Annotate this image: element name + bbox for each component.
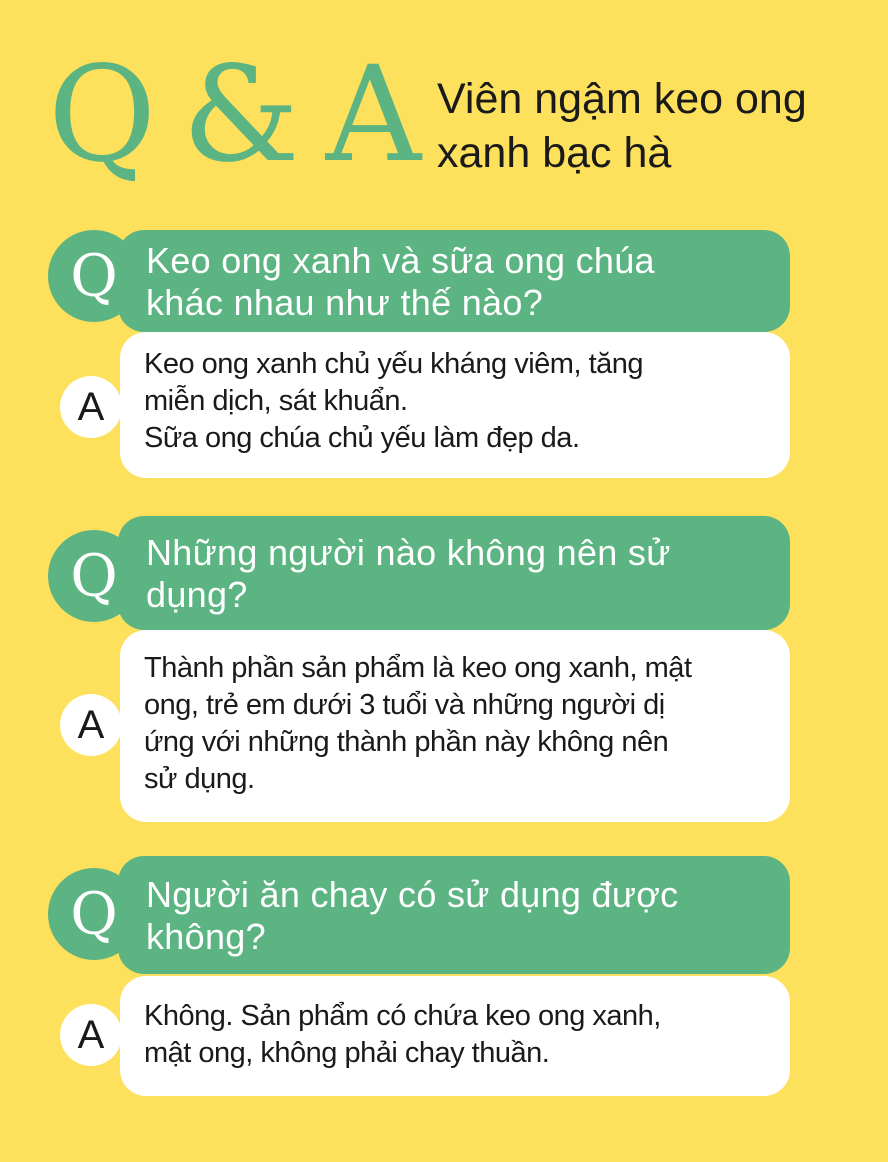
page-title bbox=[437, 72, 857, 180]
answer-text-2 bbox=[144, 650, 776, 798]
question-1-line-1: Keo ong xanh và sữa ong chúa bbox=[146, 240, 655, 281]
answer-badge-2: A bbox=[60, 694, 122, 756]
question-2-line-1: Những người nào không nên sử bbox=[146, 532, 671, 573]
answer-box-2 bbox=[120, 630, 790, 822]
answer-badge-1: A bbox=[60, 376, 122, 438]
question-3-line-2: không? bbox=[146, 916, 266, 957]
answer-2-line-4: sử dụng. bbox=[144, 763, 255, 795]
question-3-line-1: Người ăn chay có sử dụng được bbox=[146, 874, 679, 915]
answer-3-line-1: Không. Sản phẩm có chứa keo ong xanh, bbox=[144, 1000, 661, 1032]
answer-2-line-1: Thành phần sản phẩm là keo ong xanh, mật bbox=[144, 652, 692, 684]
question-badge-3: Q bbox=[48, 868, 140, 960]
question-box-2 bbox=[118, 516, 790, 630]
question-badge-1: Q bbox=[48, 230, 140, 322]
page-title-line-1: Viên ngậm keo ong bbox=[437, 75, 807, 123]
qa-logo-block bbox=[48, 38, 422, 192]
answer-1-line-2: miễn dịch, sát khuẩn. bbox=[144, 385, 408, 417]
answer-text-1 bbox=[144, 346, 776, 457]
answer-1-line-1: Keo ong xanh chủ yếu kháng viêm, tăng bbox=[144, 348, 644, 380]
question-badge-2: Q bbox=[48, 530, 140, 622]
page-title-line-2: xanh bạc hà bbox=[437, 129, 672, 177]
answer-box-1 bbox=[120, 332, 790, 478]
answer-1-line-3: Sữa ong chúa chủ yếu làm đẹp da. bbox=[144, 422, 580, 454]
question-2-line-2: dụng? bbox=[146, 574, 248, 615]
answer-badge-3: A bbox=[60, 1004, 122, 1066]
qa-logo-ampersand: & bbox=[182, 38, 300, 192]
question-text-1 bbox=[146, 240, 770, 324]
qa-logo bbox=[48, 38, 422, 192]
question-box-3 bbox=[118, 856, 790, 974]
qa-logo-q: Q bbox=[48, 38, 157, 192]
qa-logo-a: A bbox=[325, 38, 422, 192]
question-text-2 bbox=[146, 532, 770, 616]
answer-3-line-2: mật ong, không phải chay thuần. bbox=[144, 1037, 550, 1069]
answer-text-3 bbox=[144, 998, 776, 1072]
question-text-3 bbox=[146, 874, 770, 958]
question-box-1 bbox=[118, 230, 790, 332]
answer-2-line-2: ong, trẻ em dưới 3 tuổi và những người dị bbox=[144, 689, 665, 721]
answer-box-3 bbox=[120, 976, 790, 1096]
question-1-line-2: khác nhau như thế nào? bbox=[146, 282, 544, 323]
answer-2-line-3: ứng với những thành phần này không nên bbox=[144, 726, 669, 758]
